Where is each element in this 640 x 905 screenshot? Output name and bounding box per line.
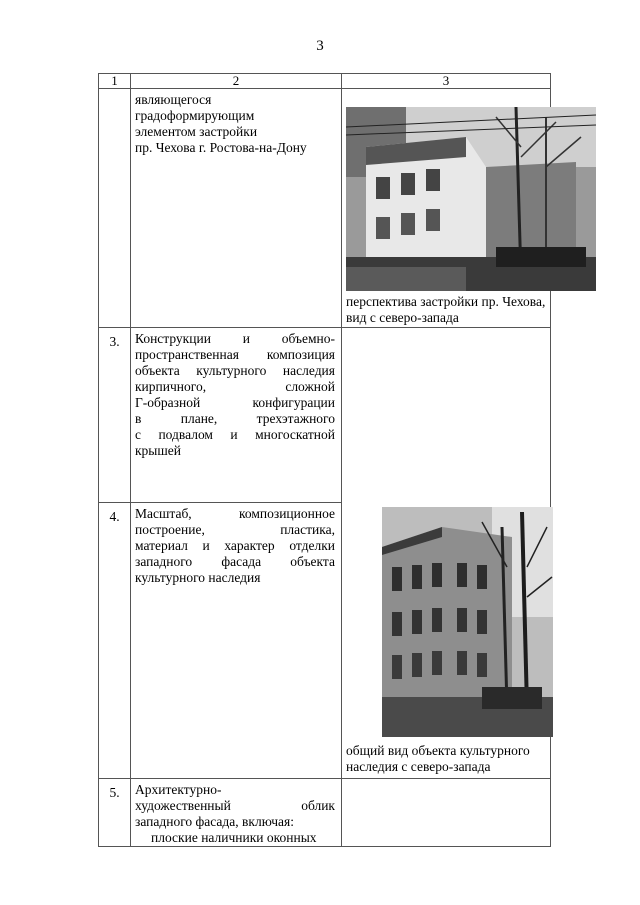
desc-line: объекта культурного наследия [135,363,335,378]
row-description [131,89,342,328]
desc-line: культурного наследия [135,570,261,585]
objects-table [98,73,551,847]
building-facade-photo [382,507,553,737]
header-col-2: 2 [131,74,342,89]
page-number: 3 [316,38,324,54]
desc-line: крышей [135,443,181,458]
desc-line: западного фасада, включая: [135,814,295,829]
desc-line: в плане, трехэтажного [135,411,335,426]
row-number: 3. [99,328,131,503]
row-description [131,779,342,847]
desc-line: построение, пластика, [135,522,335,537]
desc-line: являющегося [135,92,212,107]
desc-line: кирпичного, сложной [135,379,335,394]
header-col-1: 1 [99,74,131,89]
desc-line: Г-образной конфигурации [135,395,335,410]
desc-line: Архитектурно- [135,782,222,797]
row-number: 5. [99,779,131,847]
desc-line: градоформирующим [135,108,255,123]
photo-cell [342,503,551,779]
desc-line: пространственная композиция [135,347,335,362]
row-number: 4. [99,503,131,779]
desc-line: элементом застройки [135,124,258,139]
table-header-row [99,74,551,89]
row-number [99,89,131,328]
table-row [99,779,551,847]
desc-line: с подвалом и многоскатной [135,427,335,442]
photo-cell [342,328,551,503]
photo-caption: перспектива застройки пр. Чехова, вид с северо-запада [346,294,546,325]
row-description [131,328,342,503]
photo-caption: общий вид объекта культурного наследия с северо-запада [346,742,530,774]
desc-line: художественный облик [135,798,335,813]
header-col-3: 3 [342,74,551,89]
table-row [99,328,551,503]
desc-line: Масштаб, композиционное [135,506,335,521]
photo-cell [342,89,551,328]
desc-line: пр. Чехова г. Ростова-на-Дону [135,140,307,155]
street-perspective-photo [346,107,596,291]
desc-line: плоские наличники оконных [151,830,317,845]
desc-line: Конструкции и объемно- [135,331,335,346]
photo-cell [342,779,551,847]
row-description [131,503,342,779]
desc-line: западного фасада объекта [135,554,335,569]
table-row [99,89,551,328]
desc-line: материал и характер отделки [135,538,335,553]
table-row [99,503,551,779]
